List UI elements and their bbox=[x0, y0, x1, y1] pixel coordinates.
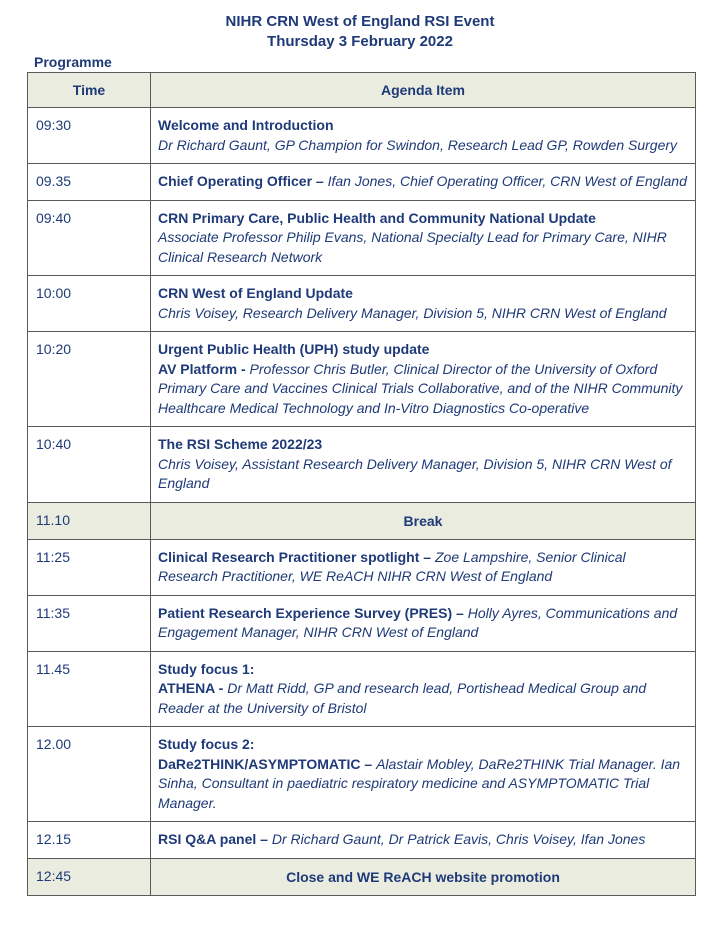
agenda-cell bbox=[151, 332, 696, 427]
time-cell: 11.10 bbox=[28, 502, 151, 539]
agenda-title: Study focus 1: bbox=[158, 660, 255, 677]
agenda-description: Associate Professor Philip Evans, National Specialty Lead for Primary Care, NIHR Clinical Research Network bbox=[158, 229, 667, 265]
close-row bbox=[28, 858, 696, 895]
agenda-separator: – bbox=[419, 548, 435, 565]
agenda-description: Dr Matt Ridd, GP and research lead, Portishead Medical Group and Reader at the University of Bristol bbox=[158, 680, 647, 716]
column-header-agenda: Agenda Item bbox=[151, 73, 696, 108]
agenda-title: Patient Research Experience Survey (PRES) bbox=[158, 604, 453, 621]
agenda-cell bbox=[151, 276, 696, 332]
column-header-time: Time bbox=[28, 73, 151, 108]
agenda-title: CRN Primary Care, Public Health and Community National Update bbox=[158, 209, 596, 226]
table-header-row bbox=[28, 73, 696, 108]
agenda-cell bbox=[151, 595, 696, 651]
agenda-cell bbox=[151, 727, 696, 822]
agenda-description: Chris Voisey, Research Delivery Manager, Division 5, NIHR CRN West of England bbox=[158, 304, 667, 321]
table-row bbox=[28, 727, 696, 822]
time-cell: 11:35 bbox=[28, 595, 151, 651]
agenda-description: Ifan Jones, Chief Operating Officer, CRN West of England bbox=[327, 173, 687, 189]
time-cell: 09:40 bbox=[28, 200, 151, 276]
time-cell: 10:40 bbox=[28, 427, 151, 503]
table-row bbox=[28, 164, 696, 201]
agenda-description: Holly Ayres, Communications and Engagement Manager, NIHR CRN West of England bbox=[158, 604, 678, 640]
time-cell: 11:25 bbox=[28, 539, 151, 595]
agenda-description: Professor Chris Butler, Clinical Director of the University of Oxford Primary Care and Vaccines Clinical Trials Collaborative, and of the NIHR Community Healthcare Medical Technology and In-Vitro Diagnostics Co-operative bbox=[158, 360, 683, 416]
close-label: Close and WE ReACH website promotion bbox=[151, 858, 696, 895]
agenda-separator: - bbox=[237, 360, 250, 377]
time-cell: 12:45 bbox=[28, 858, 151, 895]
agenda-subtitle: AV Platform bbox=[158, 360, 238, 377]
event-date: Thursday 3 February 2022 bbox=[267, 33, 453, 50]
agenda-cell bbox=[151, 108, 696, 164]
table-row bbox=[28, 595, 696, 651]
table-row bbox=[28, 427, 696, 503]
time-cell: 10:00 bbox=[28, 276, 151, 332]
agenda-title: CRN West of England Update bbox=[158, 285, 353, 301]
time-cell: 12.00 bbox=[28, 727, 151, 822]
time-cell: 11.45 bbox=[28, 651, 151, 727]
table-row bbox=[28, 539, 696, 595]
programme-label: Programme bbox=[34, 54, 112, 70]
agenda-cell bbox=[151, 822, 696, 859]
agenda-separator: – bbox=[452, 604, 468, 621]
agenda-description: Zoe Lampshire, Senior Clinical Research Practitioner, WE ReACH NIHR CRN West of England bbox=[158, 548, 626, 584]
table-row bbox=[28, 651, 696, 727]
agenda-table bbox=[27, 72, 696, 896]
agenda-separator: - bbox=[214, 680, 228, 696]
agenda-description: Chris Voisey, Assistant Research Delivery Manager, Division 5, NIHR CRN West of England bbox=[158, 455, 672, 491]
agenda-title: Clinical Research Practitioner spotlight bbox=[158, 548, 420, 565]
time-cell: 10:20 bbox=[28, 332, 151, 427]
agenda-cell bbox=[151, 427, 696, 503]
agenda-separator: – bbox=[312, 173, 328, 189]
time-cell: 09:30 bbox=[28, 108, 151, 164]
agenda-cell bbox=[151, 539, 696, 595]
time-cell: 09.35 bbox=[28, 164, 151, 201]
table-row bbox=[28, 108, 696, 164]
agenda-subtitle: DaRe2THINK/ASYMPTOMATIC bbox=[158, 755, 361, 772]
table-row bbox=[28, 200, 696, 276]
table-row bbox=[28, 276, 696, 332]
agenda-cell bbox=[151, 164, 696, 201]
agenda-title: Study focus 2: bbox=[158, 736, 255, 752]
agenda-title: Welcome and Introduction bbox=[158, 117, 334, 133]
table-row bbox=[28, 822, 696, 859]
agenda-cell bbox=[151, 200, 696, 276]
agenda-separator: – bbox=[256, 831, 272, 847]
table-row bbox=[28, 332, 696, 427]
agenda-description: Dr Richard Gaunt, GP Champion for Swindon, Research Lead GP, Rowden Surgery bbox=[158, 136, 678, 153]
agenda-description: Alastair Mobley, DaRe2THINK Trial Manager. Ian Sinha, Consultant in paediatric respiratory medicine and ASYMPTOMATIC Trial Manager. bbox=[158, 755, 681, 811]
agenda-subtitle: ATHENA bbox=[158, 680, 215, 696]
break-row bbox=[28, 502, 696, 539]
agenda-separator: – bbox=[360, 755, 377, 772]
event-title: NIHR CRN West of England RSI Event bbox=[225, 13, 495, 30]
agenda-title: The RSI Scheme 2022/23 bbox=[158, 436, 323, 452]
agenda-title: Urgent Public Health (UPH) study update bbox=[158, 341, 430, 357]
agenda-description: Dr Richard Gaunt, Dr Patrick Eavis, Chris Voisey, Ifan Jones bbox=[271, 831, 646, 847]
agenda-cell bbox=[151, 651, 696, 727]
time-cell: 12.15 bbox=[28, 822, 151, 859]
agenda-title: RSI Q&A panel bbox=[158, 831, 257, 847]
agenda-title: Chief Operating Officer bbox=[158, 173, 313, 189]
break-label: Break bbox=[151, 502, 696, 539]
event-header bbox=[0, 12, 720, 52]
